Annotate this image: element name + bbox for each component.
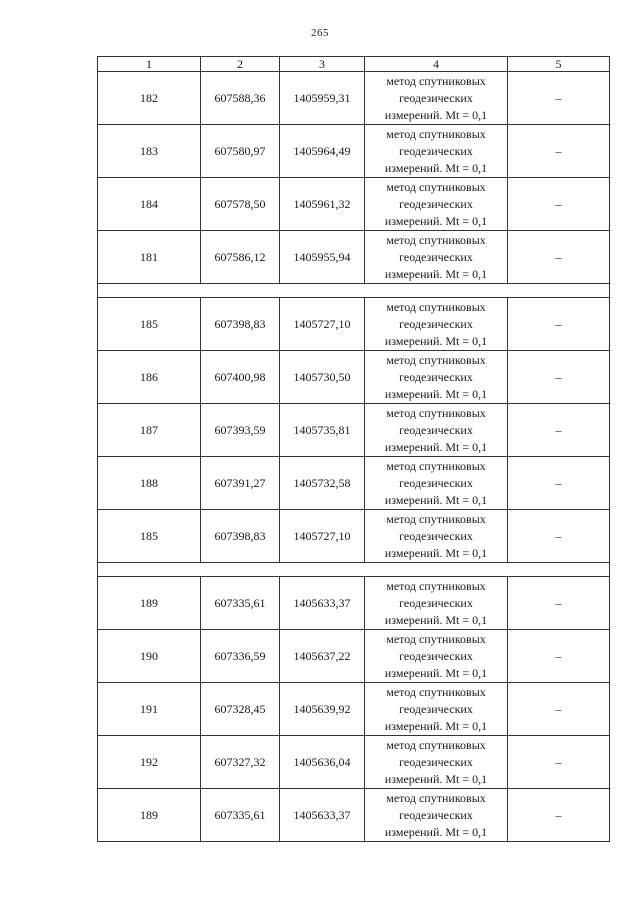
table-row <box>98 298 610 351</box>
method-line: метод спутниковых <box>386 299 486 314</box>
table-row <box>98 789 610 842</box>
note-cell: – <box>508 72 610 125</box>
x-coordinate-cell: 607336,59 <box>201 630 280 683</box>
method-line: измерений. Mt = 0,1 <box>384 718 488 733</box>
method-line: геодезических <box>399 701 473 716</box>
method-line: метод спутниковых <box>386 179 486 194</box>
method-line: метод спутниковых <box>386 511 486 526</box>
column-header: 5 <box>508 57 610 72</box>
method-cell <box>365 510 508 563</box>
table-row <box>98 125 610 178</box>
note-cell: – <box>508 125 610 178</box>
table-row <box>98 231 610 284</box>
point-number-cell: 188 <box>98 457 201 510</box>
separator-cell <box>98 563 610 577</box>
method-line: измерений. Mt = 0,1 <box>384 665 488 680</box>
separator-row <box>98 284 610 298</box>
method-line: метод спутниковых <box>386 232 486 247</box>
point-number-cell: 191 <box>98 683 201 736</box>
method-cell <box>365 630 508 683</box>
point-number-cell: 187 <box>98 404 201 457</box>
method-line: геодезических <box>399 528 473 543</box>
method-line: геодезических <box>399 196 473 211</box>
point-number-cell: 192 <box>98 736 201 789</box>
y-coordinate-cell: 1405964,49 <box>280 125 365 178</box>
note-cell: – <box>508 630 610 683</box>
method-line: метод спутниковых <box>386 405 486 420</box>
method-line: метод спутниковых <box>386 631 486 646</box>
note-cell: – <box>508 736 610 789</box>
column-header: 1 <box>98 57 201 72</box>
method-line: метод спутниковых <box>386 684 486 699</box>
x-coordinate-cell: 607393,59 <box>201 404 280 457</box>
method-cell <box>365 125 508 178</box>
method-cell <box>365 736 508 789</box>
table-row <box>98 577 610 630</box>
x-coordinate-cell: 607578,50 <box>201 178 280 231</box>
method-cell <box>365 231 508 284</box>
coordinates-table <box>97 56 610 842</box>
note-cell: – <box>508 510 610 563</box>
method-line: измерений. Mt = 0,1 <box>384 771 488 786</box>
method-cell <box>365 683 508 736</box>
point-number-cell: 183 <box>98 125 201 178</box>
note-cell: – <box>508 351 610 404</box>
y-coordinate-cell: 1405961,32 <box>280 178 365 231</box>
column-header: 3 <box>280 57 365 72</box>
point-number-cell: 189 <box>98 789 201 842</box>
y-coordinate-cell: 1405633,37 <box>280 577 365 630</box>
x-coordinate-cell: 607580,97 <box>201 125 280 178</box>
y-coordinate-cell: 1405955,94 <box>280 231 365 284</box>
note-cell: – <box>508 789 610 842</box>
x-coordinate-cell: 607335,61 <box>201 789 280 842</box>
note-cell: – <box>508 683 610 736</box>
separator-cell <box>98 284 610 298</box>
method-cell <box>365 457 508 510</box>
method-line: измерений. Mt = 0,1 <box>384 492 488 507</box>
y-coordinate-cell: 1405633,37 <box>280 789 365 842</box>
method-cell <box>365 789 508 842</box>
x-coordinate-cell: 607588,36 <box>201 72 280 125</box>
y-coordinate-cell: 1405636,04 <box>280 736 365 789</box>
method-line: измерений. Mt = 0,1 <box>384 824 488 839</box>
method-cell <box>365 178 508 231</box>
y-coordinate-cell: 1405639,92 <box>280 683 365 736</box>
method-line: метод спутниковых <box>386 352 486 367</box>
point-number-cell: 181 <box>98 231 201 284</box>
note-cell: – <box>508 404 610 457</box>
y-coordinate-cell: 1405730,50 <box>280 351 365 404</box>
table-body <box>98 72 610 842</box>
method-line: геодезических <box>399 475 473 490</box>
method-line: измерений. Mt = 0,1 <box>384 612 488 627</box>
method-line: измерений. Mt = 0,1 <box>384 386 488 401</box>
note-cell: – <box>508 178 610 231</box>
note-cell: – <box>508 298 610 351</box>
method-line: геодезических <box>399 422 473 437</box>
table-row <box>98 404 610 457</box>
method-line: геодезических <box>399 754 473 769</box>
y-coordinate-cell: 1405637,22 <box>280 630 365 683</box>
method-line: геодезических <box>399 595 473 610</box>
method-line: геодезических <box>399 807 473 822</box>
method-line: метод спутниковых <box>386 578 486 593</box>
method-line: геодезических <box>399 143 473 158</box>
table-row <box>98 457 610 510</box>
method-line: геодезических <box>399 369 473 384</box>
method-line: измерений. Mt = 0,1 <box>384 439 488 454</box>
method-line: геодезических <box>399 249 473 264</box>
note-cell: – <box>508 457 610 510</box>
method-line: геодезических <box>399 316 473 331</box>
method-line: метод спутниковых <box>386 790 486 805</box>
method-line: метод спутниковых <box>386 458 486 473</box>
x-coordinate-cell: 607398,83 <box>201 298 280 351</box>
method-cell <box>365 351 508 404</box>
method-cell <box>365 298 508 351</box>
x-coordinate-cell: 607586,12 <box>201 231 280 284</box>
table-row <box>98 72 610 125</box>
method-cell <box>365 577 508 630</box>
y-coordinate-cell: 1405959,31 <box>280 72 365 125</box>
page-number: 265 <box>311 27 329 39</box>
method-line: геодезических <box>399 90 473 105</box>
column-header: 2 <box>201 57 280 72</box>
table-row <box>98 630 610 683</box>
point-number-cell: 185 <box>98 298 201 351</box>
table-row <box>98 178 610 231</box>
method-cell <box>365 72 508 125</box>
x-coordinate-cell: 607328,45 <box>201 683 280 736</box>
point-number-cell: 190 <box>98 630 201 683</box>
y-coordinate-cell: 1405727,10 <box>280 510 365 563</box>
method-line: метод спутниковых <box>386 73 486 88</box>
column-header: 4 <box>365 57 508 72</box>
x-coordinate-cell: 607327,32 <box>201 736 280 789</box>
point-number-cell: 186 <box>98 351 201 404</box>
separator-row <box>98 563 610 577</box>
method-line: измерений. Mt = 0,1 <box>384 213 488 228</box>
note-cell: – <box>508 231 610 284</box>
y-coordinate-cell: 1405735,81 <box>280 404 365 457</box>
point-number-cell: 182 <box>98 72 201 125</box>
table-row <box>98 736 610 789</box>
x-coordinate-cell: 607400,98 <box>201 351 280 404</box>
x-coordinate-cell: 607391,27 <box>201 457 280 510</box>
method-line: измерений. Mt = 0,1 <box>384 160 488 175</box>
method-cell <box>365 404 508 457</box>
method-line: геодезических <box>399 648 473 663</box>
point-number-cell: 185 <box>98 510 201 563</box>
y-coordinate-cell: 1405727,10 <box>280 298 365 351</box>
x-coordinate-cell: 607335,61 <box>201 577 280 630</box>
table-row <box>98 683 610 736</box>
point-number-cell: 189 <box>98 577 201 630</box>
method-line: метод спутниковых <box>386 737 486 752</box>
note-cell: – <box>508 577 610 630</box>
x-coordinate-cell: 607398,83 <box>201 510 280 563</box>
method-line: метод спутниковых <box>386 126 486 141</box>
point-number-cell: 184 <box>98 178 201 231</box>
method-line: измерений. Mt = 0,1 <box>384 545 488 560</box>
table-row <box>98 510 610 563</box>
y-coordinate-cell: 1405732,58 <box>280 457 365 510</box>
method-line: измерений. Mt = 0,1 <box>384 266 488 281</box>
table-header-row <box>98 57 610 72</box>
table-row <box>98 351 610 404</box>
method-line: измерений. Mt = 0,1 <box>384 107 488 122</box>
method-line: измерений. Mt = 0,1 <box>384 333 488 348</box>
